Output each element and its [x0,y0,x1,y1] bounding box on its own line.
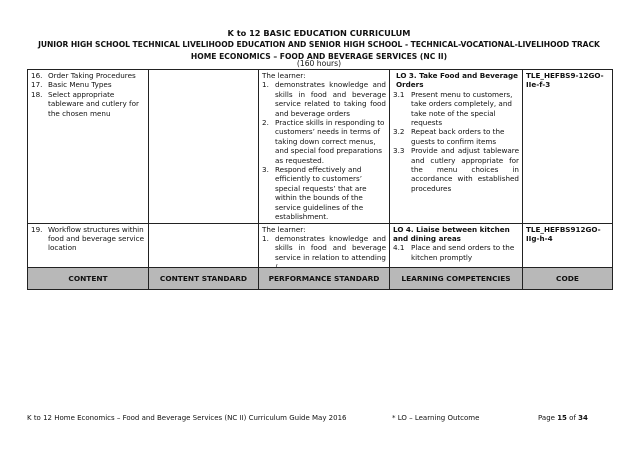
learner-intro: The learner: [262,71,306,80]
performance-standard-cell [259,70,390,224]
track-title: JUNIOR HIGH SCHOOL TECHNICAL LIVELIHOOD EDUCATION AND SENIOR HIGH SCHOOL - TECHNICAL-VOCATIONAL-LIVELIHOOD TRACK [38,40,600,49]
list-item: 16. Order Taking Procedures [31,71,136,80]
learning-competencies-cell [390,223,523,273]
performance-standard-cell [259,223,390,273]
list-item: 1. demonstrates knowledge and skills in food and beverage service in relation to attending [262,233,386,262]
list-item: 3. Respond effectively and efficiently to customers’ special requests’ that are within the bounds of the service guidelines of the establishment. [262,165,367,222]
list-item: 17. Basic Menu Types [31,80,112,90]
list-item: 18. Select appropriate tableware and cutlery for the chosen menu [31,89,139,118]
column-header-row [27,267,613,290]
column-header-code: CODE [523,268,613,290]
column-header-performance-standard: PERFORMANCE STANDARD [259,268,390,290]
learner-intro: The learner: [262,224,306,234]
list-item: 3.3 Provide and adjust tableware and cutlery appropriate for the menu choices in accordance with established procedures [393,146,519,193]
column-header-content-standard: CONTENT STANDARD [149,268,259,290]
code-cell: TLE_HEFBS9-12GO-IIe-f-3 [523,70,613,224]
hours-label: (160 hours) [296,59,342,68]
subject-title: HOME ECONOMICS – FOOD AND BEVERAGE SERVICES (NC II) [190,52,448,61]
content-standard-cell [149,70,259,224]
list-item: 2. Practice skills in responding to customers’ needs in terms of taking down correct menus, and special food preparations as requested. [262,118,385,165]
page-header [0,27,638,63]
lo-title: LO 4. Liaise between kitchen and dining areas [393,224,510,243]
list-item: 3.2 Repeat back orders to the guests to confirm items [393,127,505,146]
content-cell [28,70,149,224]
column-header-learning-competencies: LEARNING COMPETENCIES [390,268,523,290]
footer-page-number: Page 15 of 34 [538,414,588,422]
column-header-content: CONTENT [28,268,149,290]
curriculum-title: K to 12 BASIC EDUCATION CURRICULUM [227,28,411,38]
content-standard-cell [149,223,259,273]
list-item: 4.1 Place and send orders to the kitchen promptly [393,243,515,262]
list-item: 1. demonstrates knowledge and skills in food and beverage service related to taking food and beverage orders [262,80,386,118]
footer-lo-note: * LO – Learning Outcome [392,414,480,422]
learning-competencies-cell [390,70,523,224]
list-item: 3.1 Present menu to customers, take orders completely, and take note of the special requests [393,89,513,128]
curriculum-table [27,69,613,274]
table-row [28,70,613,224]
table-row [28,223,613,273]
code-cell: TLE_HEFBS912GO-IIg-h-4 [523,223,613,273]
lo-title: LO 3. Take Food and Beverage Orders [396,71,519,90]
footer-document-title: K to 12 Home Economics – Food and Beverage Services (NC II) Curriculum Guide May 2016 [27,414,347,422]
content-cell [28,223,149,273]
list-item: 19. Workflow structures within food and beverage service location [31,224,145,253]
